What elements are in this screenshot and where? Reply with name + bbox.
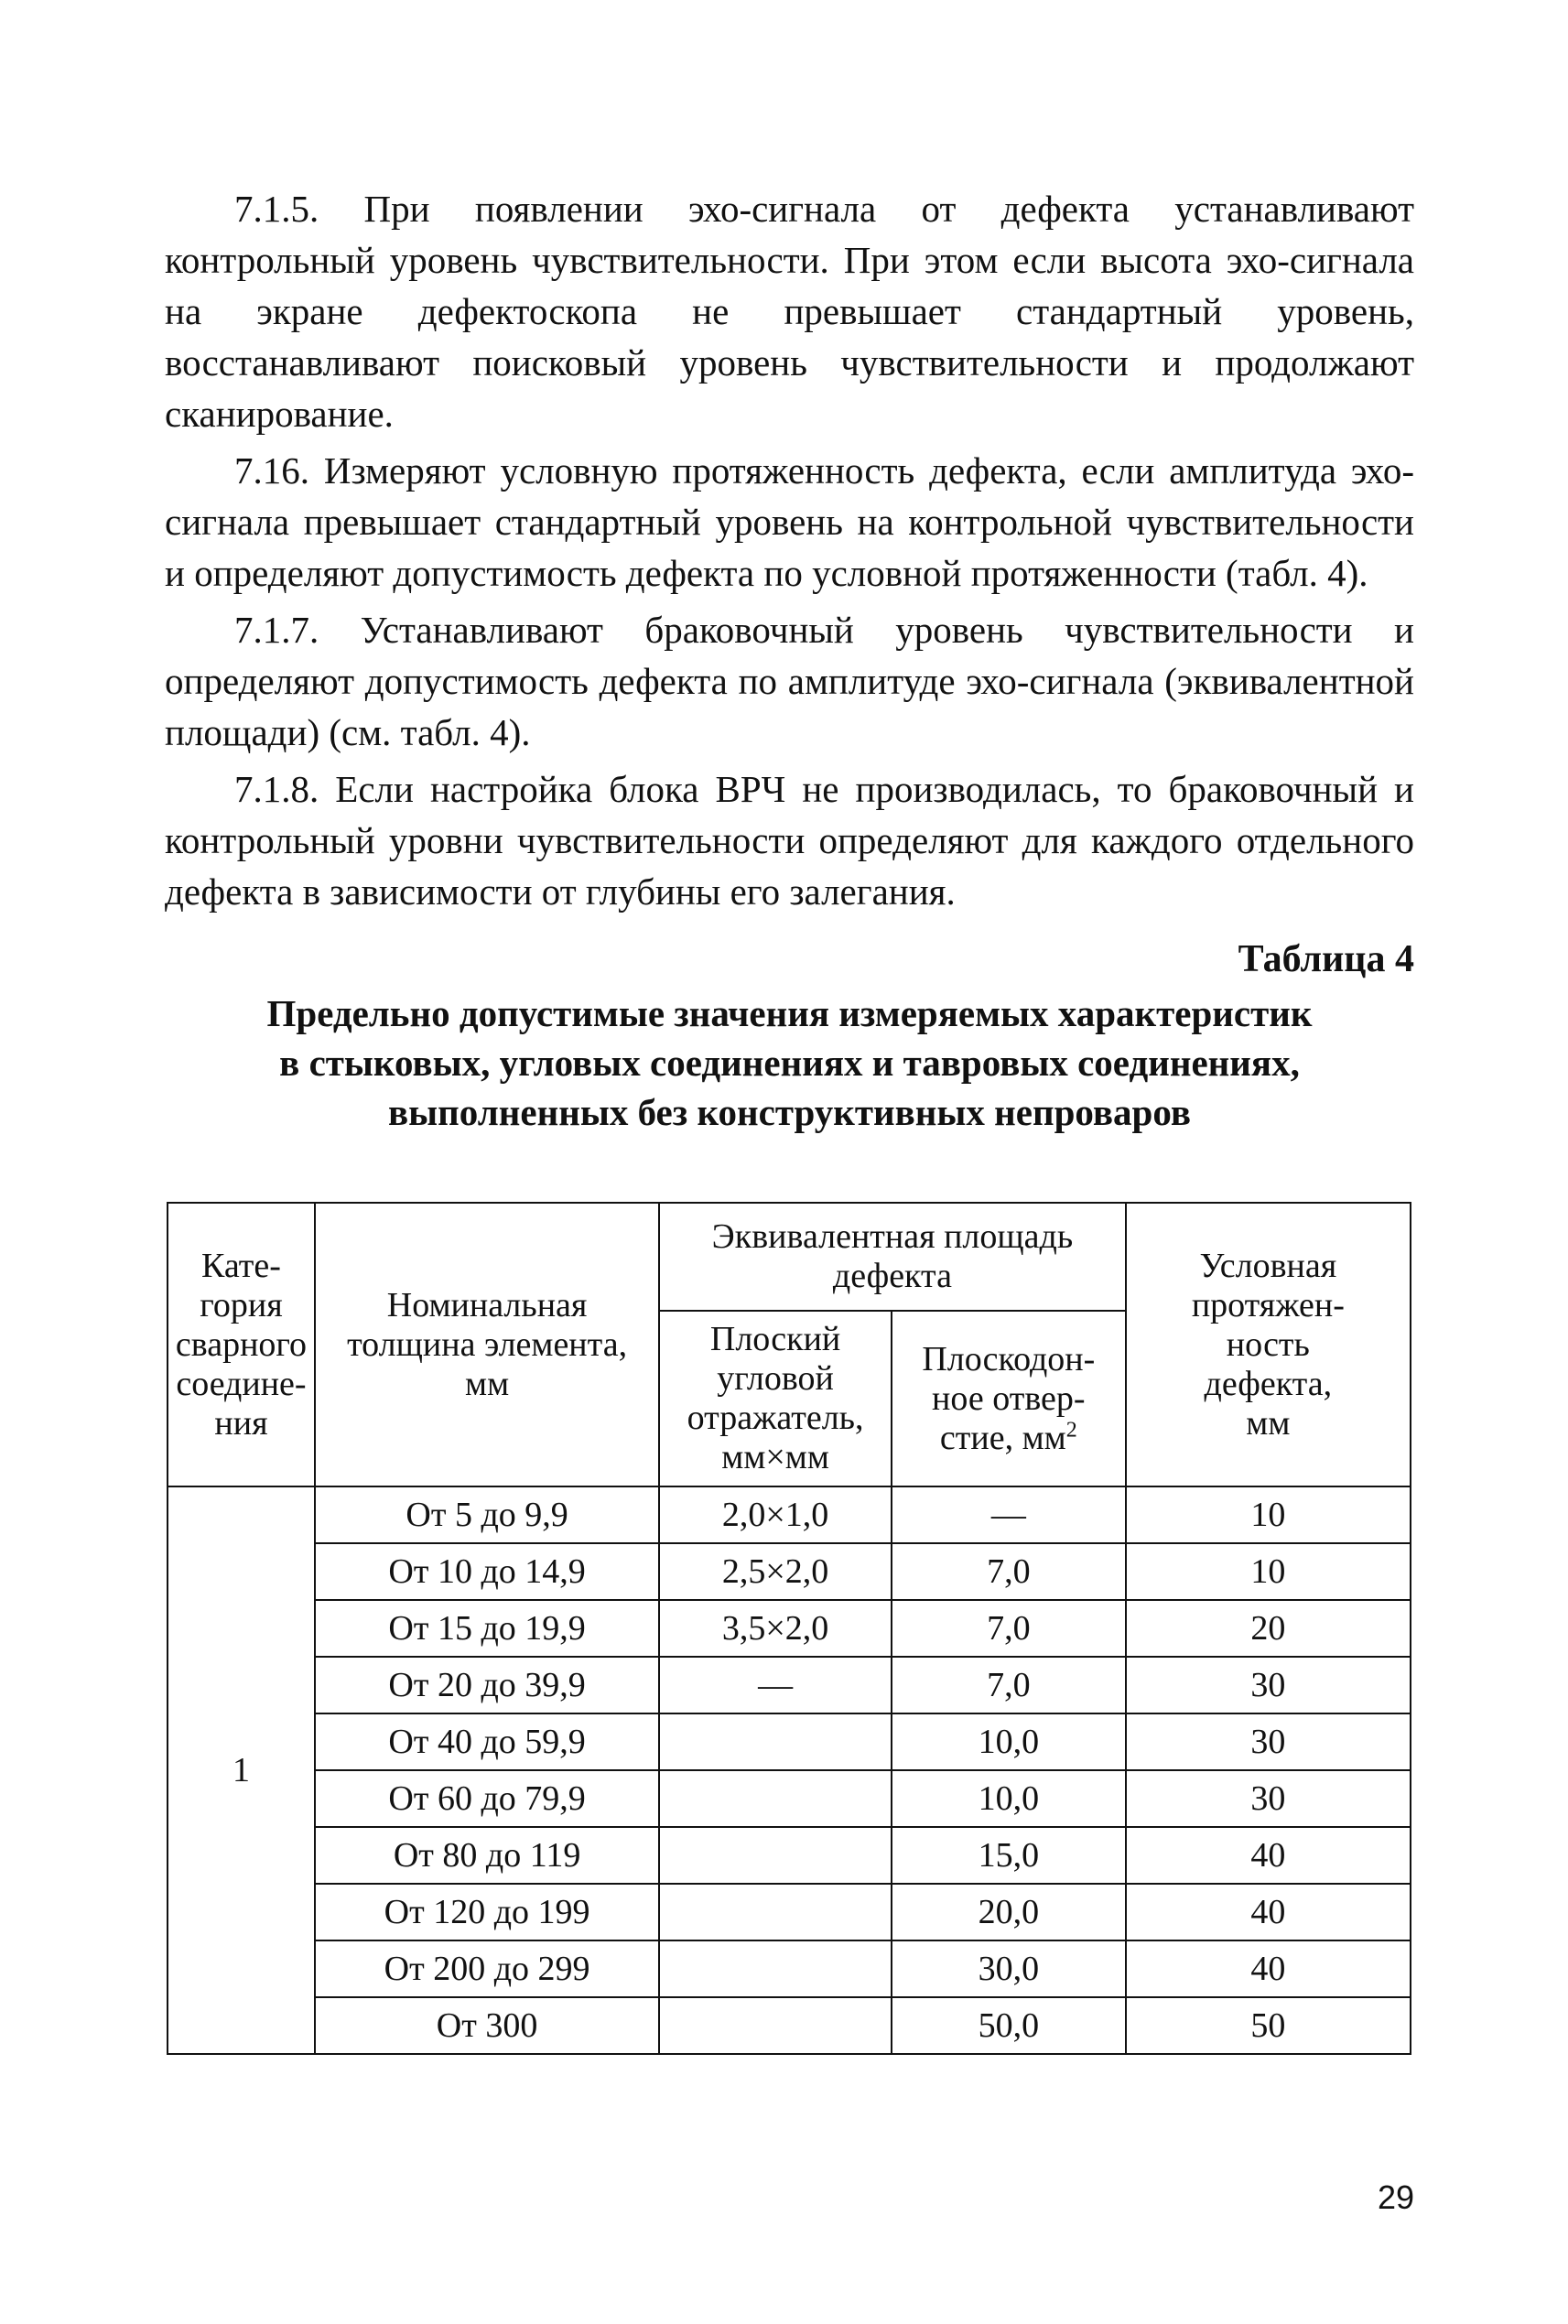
length-cell: 10 (1126, 1543, 1411, 1600)
header-conditional-length: Условная протяжен- ность дефекта, мм (1126, 1203, 1411, 1486)
paragraph-7-1-7: 7.1.7. Устанавливают браковочный уровень чувствительности и определяют допустимость дефекта по амплитуде эхо-сигнала (эквивалентной площади) (см. табл. 4). (165, 609, 1414, 753)
table-row (168, 1486, 1411, 1543)
hole-cell: 10,0 (892, 1713, 1126, 1770)
category-cell: 1 (168, 1486, 315, 2054)
reflector-cell: 2,0×1,0 (659, 1486, 892, 1543)
thickness-cell: От 20 до 39,9 (315, 1657, 659, 1713)
length-cell: 40 (1126, 1827, 1411, 1884)
hole-cell: 10,0 (892, 1770, 1126, 1827)
length-cell: 40 (1126, 1940, 1411, 1997)
reflector-cell: 3,5×2,0 (659, 1600, 892, 1657)
table-title (165, 989, 1414, 1137)
thickness-cell: От 60 до 79,9 (315, 1770, 659, 1827)
hole-cell: 30,0 (892, 1940, 1126, 1997)
table-title-line: выполненных без конструктивных непроваров (388, 1091, 1191, 1133)
table-row (168, 1770, 1411, 1827)
thickness-cell: От 200 до 299 (315, 1940, 659, 1997)
header-category: Кате- гория сварного соедине- ния (168, 1203, 315, 1486)
hole-cell: — (892, 1486, 1126, 1543)
paragraph-7-1-8: 7.1.8. Если настройка блока ВРЧ не производилась, то браковочный и контрольный уровни чувствительности определяют для каждого отдельного дефекта в зависимости от глубины его залегания. (165, 768, 1414, 913)
table-row (168, 1543, 1411, 1600)
hole-cell: 50,0 (892, 1997, 1126, 2054)
hole-cell: 7,0 (892, 1543, 1126, 1600)
paragraph-7-16: 7.16. Измеряют условную протяженность дефекта, если амплитуда эхо-сигнала превышает стандартный уровень на контрольной чувствительности и определяют допустимость дефекта по условной протяженности (табл. 4). (165, 449, 1414, 594)
reflector-cell: — (659, 1657, 892, 1713)
length-cell: 40 (1126, 1884, 1411, 1940)
table-row (168, 1884, 1411, 1940)
length-cell: 30 (1126, 1657, 1411, 1713)
header-flat-bottom-hole: Плоскодон- ное отвер- стие, $мм^2$ (892, 1311, 1126, 1486)
reflector-cell (659, 1997, 892, 2054)
paragraph-7-1-5: 7.1.5. При появлении эхо-сигнала от дефекта устанавливают контрольный уровень чувствительности. При этом если высота эхо-сигнала на экране дефектоскопа не превышает стандартный уровень, восстанавливают поисковый уровень чувствительности и продолжают сканирование. (165, 188, 1414, 435)
thickness-cell: От 10 до 14,9 (315, 1543, 659, 1600)
length-cell: 30 (1126, 1770, 1411, 1827)
table-row (168, 1997, 1411, 2054)
table-number: Таблица 4 (1238, 938, 1414, 980)
table-title-line: в стыковых, угловых соединениях и тавровых соединениях, (279, 1042, 1300, 1084)
header-thickness: Номинальная толщина элемента, мм (315, 1203, 659, 1486)
length-cell: 50 (1126, 1997, 1411, 2054)
reflector-cell (659, 1884, 892, 1940)
table-row (168, 1713, 1411, 1770)
defect-limits-table (167, 1202, 1411, 2055)
thickness-cell: От 40 до 59,9 (315, 1713, 659, 1770)
length-cell: 20 (1126, 1600, 1411, 1657)
table-row (168, 1600, 1411, 1657)
reflector-cell (659, 1770, 892, 1827)
page-content (165, 183, 1414, 1155)
hole-cell: 15,0 (892, 1827, 1126, 1884)
header-flat-angle-reflector: Плоский угловой отражатель, мм×мм (659, 1311, 892, 1486)
thickness-cell: От 5 до 9,9 (315, 1486, 659, 1543)
thickness-cell: От 300 (315, 1997, 659, 2054)
length-cell: 10 (1126, 1486, 1411, 1543)
hole-cell: 7,0 (892, 1600, 1126, 1657)
hole-cell: 20,0 (892, 1884, 1126, 1940)
table-row (168, 1940, 1411, 1997)
header-equivalent-area: Эквивалентная площадь дефекта (659, 1203, 1125, 1311)
table-row (168, 1657, 1411, 1713)
table-title-line: Предельно допустимые значения измеряемых характеристик (266, 992, 1313, 1034)
reflector-cell (659, 1713, 892, 1770)
thickness-cell: От 80 до 119 (315, 1827, 659, 1884)
reflector-cell (659, 1827, 892, 1884)
thickness-cell: От 15 до 19,9 (315, 1600, 659, 1657)
hole-cell: 7,0 (892, 1657, 1126, 1713)
reflector-cell: 2,5×2,0 (659, 1543, 892, 1600)
table-row (168, 1827, 1411, 1884)
length-cell: 30 (1126, 1713, 1411, 1770)
reflector-cell (659, 1940, 892, 1997)
page-number: 29 (1377, 2178, 1414, 2216)
thickness-cell: От 120 до 199 (315, 1884, 659, 1940)
